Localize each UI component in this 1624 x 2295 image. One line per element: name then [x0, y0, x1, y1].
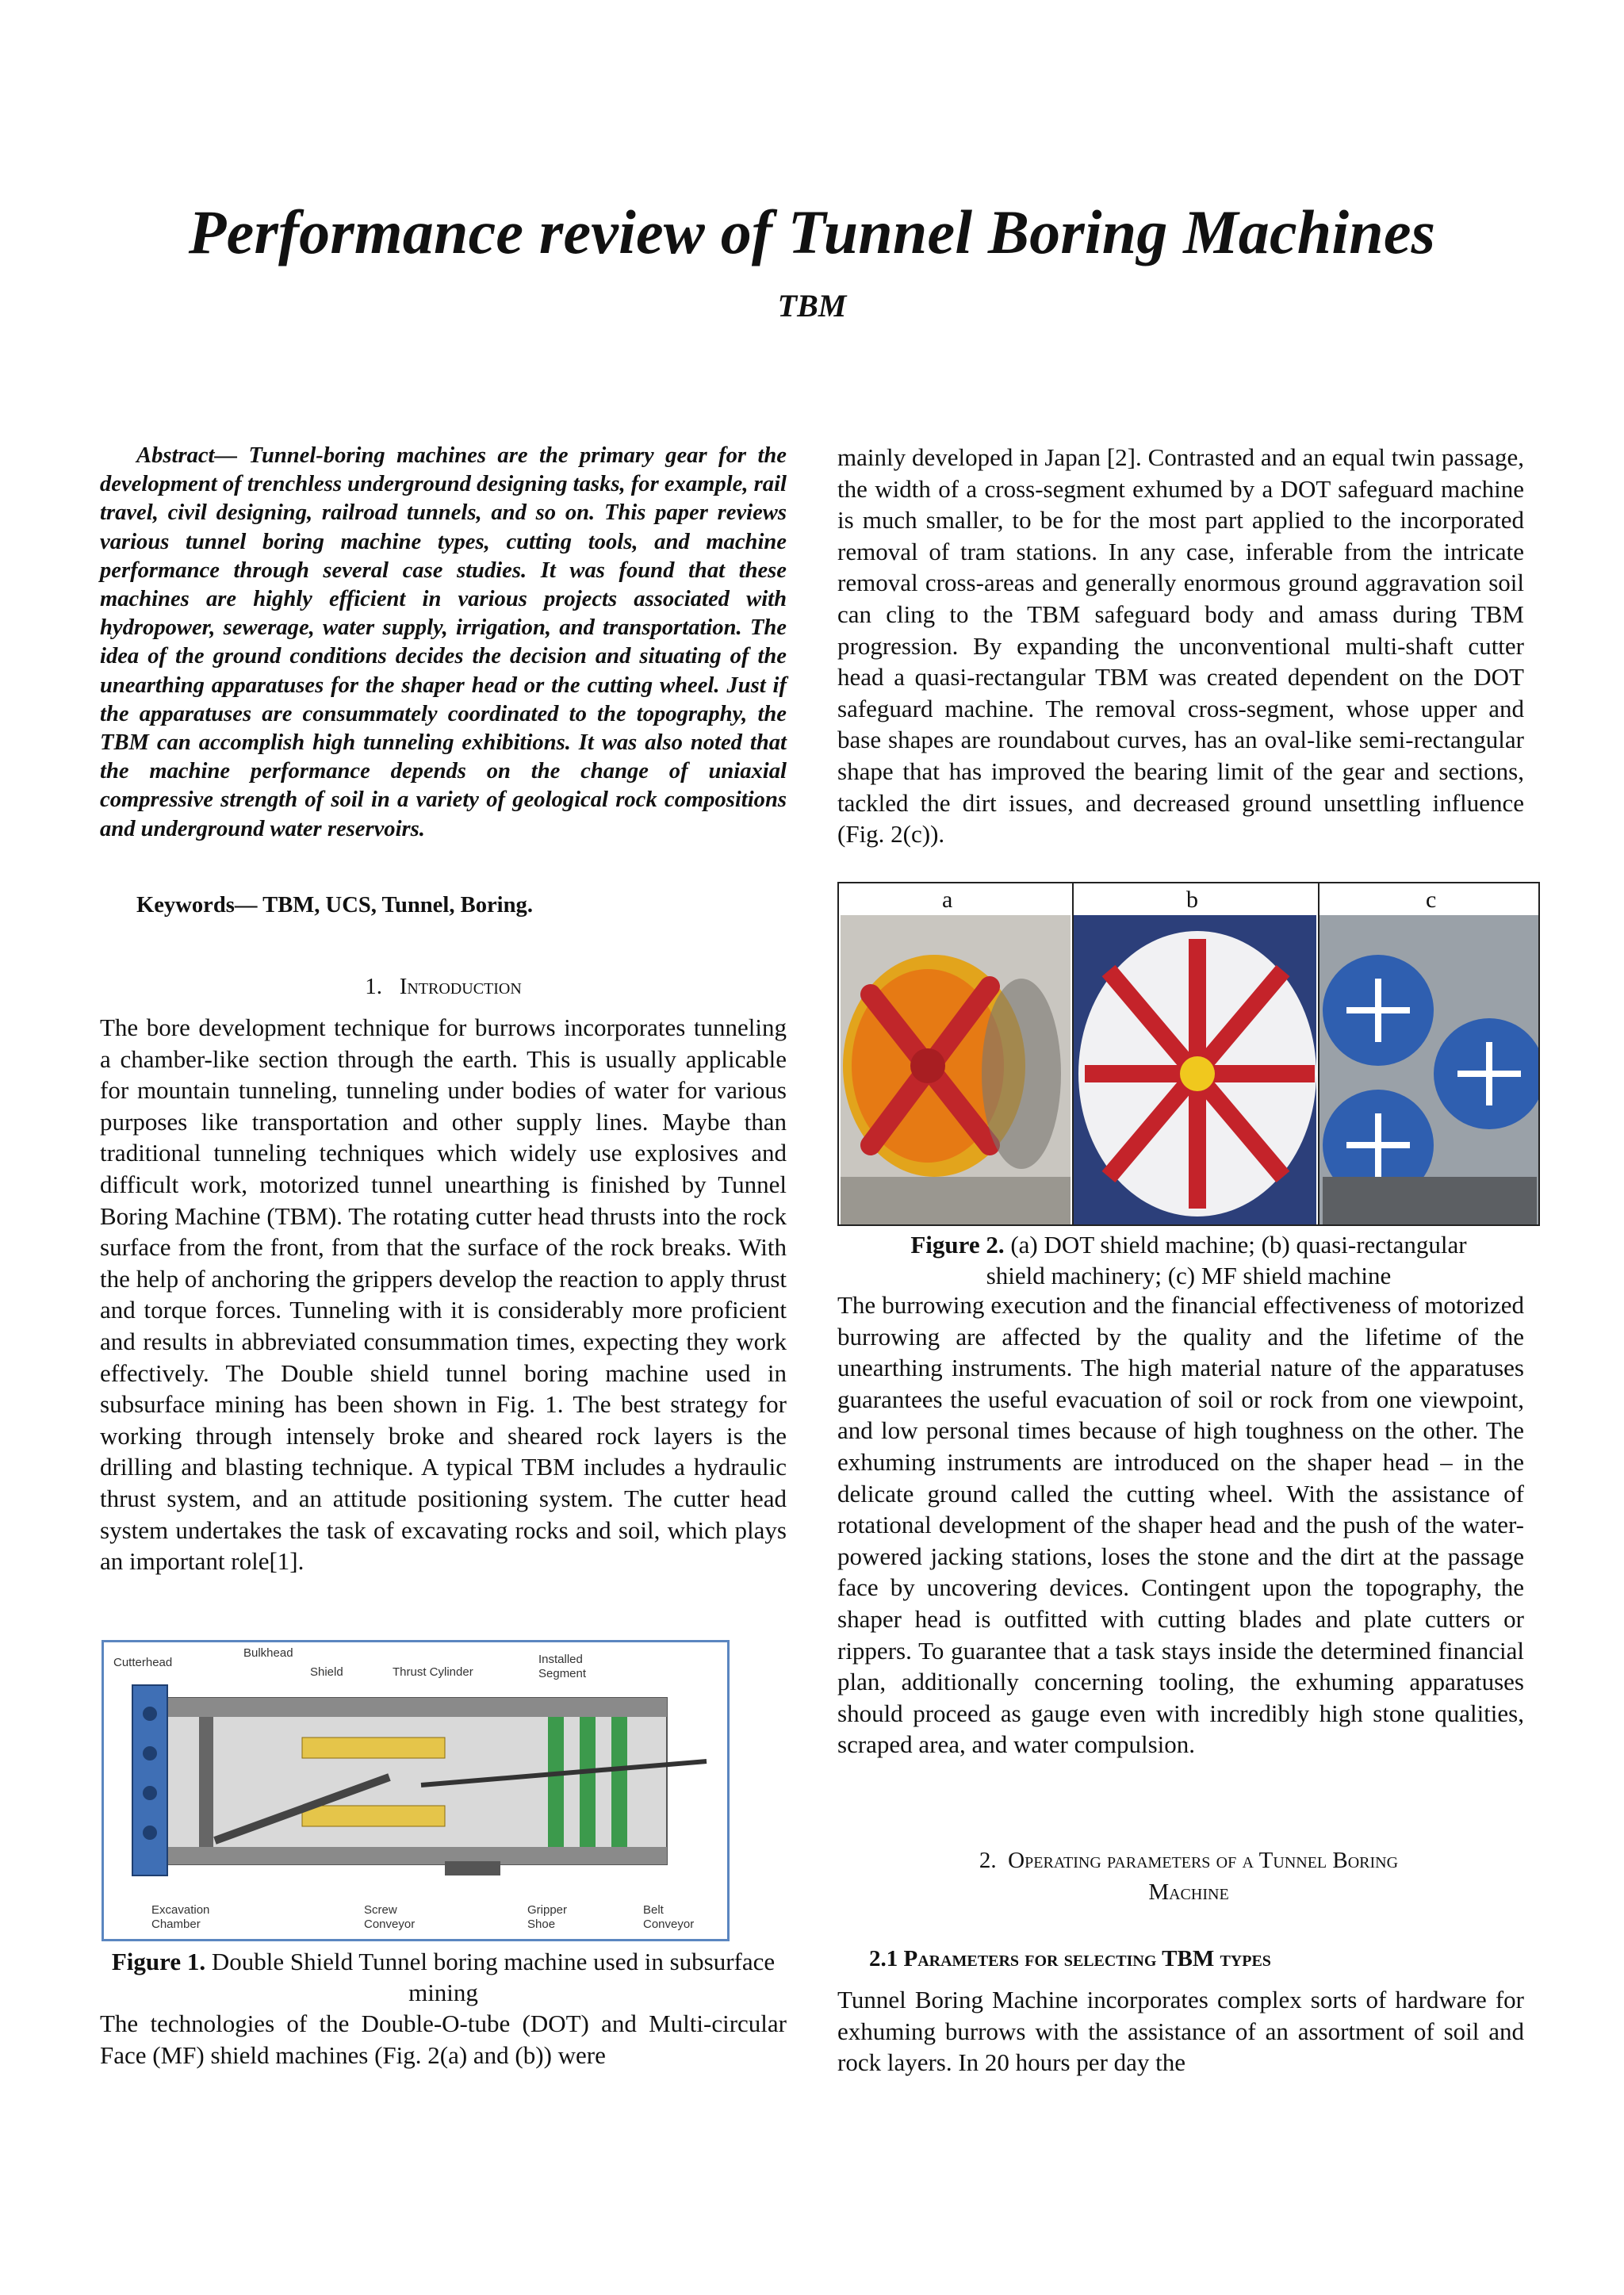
- right-paragraph-1: mainly developed in Japan [2]. Contrasted and an equal twin passage, the width of a cross-segment exhumed by a DOT safeguard machine is much smaller, to be for the most part applied to the incorporated removal of tram stations. In any case, inferable from the intricate removal cross-areas and generally enormous ground aggravation soil can cling to the TBM safeguard body and amass during TBM progression. By expanding the unconventional multi-shaft cutter head a quasi-rectangular TBM was created dependent on the DOT safeguard machine. The removal cross-segment, whose upper and base shapes are roundabout curves, has an oval-like semi-rectangular shape that has improved the bearing limit of the gear and sections, tackled the dirt issues, and decreased ground unsettling influence (Fig. 2(c)).: [837, 443, 1524, 849]
- figure-2-label-a: a: [942, 887, 953, 913]
- figure-2-caption: [837, 1229, 1540, 1291]
- label-installed: Installed: [538, 1653, 583, 1666]
- label-cutterhead: Cutterhead: [113, 1656, 173, 1669]
- right-column-bottom: [837, 1984, 1524, 2079]
- figure-1-caption-text: Double Shield Tunnel boring machine used in subsurface mining: [211, 1948, 776, 2006]
- label-shield: Shield: [310, 1665, 343, 1679]
- label-excavation: Excavation: [151, 1903, 210, 1917]
- left-column-end: [100, 2008, 787, 2071]
- label-belt-conveyor: Conveyor: [643, 1918, 695, 1931]
- label-chamber: Chamber: [151, 1918, 201, 1931]
- label-bulkhead: Bulkhead: [243, 1646, 293, 1660]
- right-column-middle: [837, 1289, 1524, 1761]
- subsection-2-1-heading: [869, 1946, 1271, 1972]
- dot-shield-photo: [841, 915, 1071, 1224]
- figure-2-caption-line-1: [837, 1229, 1540, 1260]
- label-screw: Screw: [364, 1903, 397, 1917]
- label-thrust-cylinder: Thrust Cylinder: [393, 1665, 473, 1679]
- figure-1-caption: [100, 1946, 787, 2008]
- figure-2-label-c: c: [1426, 887, 1437, 913]
- section-2-title: Operating parameters of a Tunnel Boring: [1008, 1848, 1399, 1873]
- subsection-2-1-number: 2.1: [869, 1946, 898, 1971]
- section-1-title: Introduction: [399, 974, 522, 999]
- figure-2-caption-text-2: shield machinery; (c) MF shield machine: [986, 1262, 1392, 1289]
- section-1-number: 1.: [365, 974, 382, 999]
- label-segment: Segment: [538, 1667, 587, 1680]
- paper-subtitle: TBM: [777, 288, 847, 324]
- label-shoe: Shoe: [527, 1918, 556, 1931]
- section-1-heading: [100, 974, 787, 1000]
- section-2-number: 2.: [979, 1848, 997, 1873]
- keywords: Keywords— TBM, UCS, Tunnel, Boring.: [136, 893, 533, 918]
- figure-2-image: [837, 882, 1540, 1226]
- tbm-diagram: [104, 1642, 727, 1939]
- right-paragraph-3: Tunnel Boring Machine incorporates complex sorts of hardware for exhuming burrows with the assistance of an assortment of soil and rock layers. In 20 hours per day the: [837, 1986, 1524, 2077]
- figure-2-caption-label: Figure 2.: [910, 1231, 1005, 1259]
- label-screw-conveyor: Conveyor: [364, 1918, 416, 1931]
- section-2-title-line-2: Machine: [1148, 1879, 1229, 1905]
- right-paragraph-2: The burrowing execution and the financial effectiveness of motorized burrowing are affected by the quality and the lifetime of the unearthing instruments. The high material nature of the apparatuses guarantees the useful evacuation of soil or rock from one viewpoint, and low personal times because of high toughness on the other. The exhuming instruments are introduced on the shaper head – in the delicate ground called the cutting wheel. With the assistance of rotational development of the shaper head and the push of the water-powered jacking stations, loses the stone and the dirt at the passage face by uncovering devices. Contingent upon the topography, the shaper head is outfitted with cutting blades and plate cutters or rippers. To guarantee that a task stays inside the determined financial plan, additionally concerning tooling, the exhuming apparatuses should proceed as gauge even with incredibly high stone qualities, scraped area, and water compulsion.: [837, 1291, 1524, 1759]
- figure-1-image: [102, 1640, 730, 1941]
- figure-2-caption-text-1: (a) DOT shield machine; (b) quasi-rectangular: [1010, 1231, 1467, 1259]
- subsection-2-1-title: Parameters for selecting TBM types: [903, 1946, 1271, 1971]
- quasi-rectangular-photo: [1074, 915, 1316, 1224]
- figure-2-label-b: b: [1186, 887, 1198, 913]
- section-2-heading: [837, 1845, 1540, 1908]
- right-column-top: [837, 442, 1524, 850]
- section-2-heading-line-1: [837, 1845, 1540, 1876]
- label-belt: Belt: [643, 1903, 664, 1917]
- figure-2-photos: [839, 915, 1538, 1224]
- paper-title: Performance review of Tunnel Boring Machines: [188, 197, 1436, 266]
- abstract-text: Abstract— Tunnel-boring machines are the primary gear for the development of trenchless underground designing tasks, for example, rail travel, civil designing, railroad tunnels, and so on. This paper reviews various tunnel boring machine types, cutting tools, and machine performance through several case studies. It was found that these machines are highly efficient in various projects associated with hydropower, sewerage, water supply, irrigation, and transportation. The idea of the ground conditions decides the decision and situating of the unearthing apparatuses for the shaper head or the cutting wheel. Just if the apparatuses are consummately coordinated to the topography, the TBM can accomplish high tunneling exhibitions. It was also noted that the machine performance depends on the change of uniaxial compressive strength of soil in a variety of geological rock compositions and underground water reservoirs.: [100, 443, 787, 841]
- mf-shield-photo: [1320, 915, 1538, 1224]
- intro-paragraph: The bore development technique for burrows incorporates tunneling a chamber-like section through the earth. This is usually applicable for mountain tunneling, tunneling under bodies of water for various purposes like transportation and other supply lines. Maybe than traditional tunneling techniques which widely use explosives and difficult work, motorized tunnel unearthing is finished by Tunnel Boring Machine (TBM). The rotating cutter head thrusts into the rock surface from the front, from that the surface of the rock breaks. With the help of anchoring the grippers develop the reaction to apply thrust and torque forces. Tunneling with it is considerably more proficient and results in abbreviated consummation times, expecting they work effectively. The Double shield tunnel boring machine used in subsurface mining has been shown in Fig. 1. The best strategy for working through intensely broke and sheared rock layers is the drilling and blasting technique. A typical TBM includes a hydraulic thrust system, and an attitude positioning system. The cutter head system undertakes the task of excavating rocks and soil, which plays an important role[1].: [100, 1013, 787, 1576]
- label-gripper: Gripper: [527, 1903, 568, 1917]
- figure-1-caption-label: Figure 1.: [111, 1948, 206, 1975]
- dot-mf-paragraph: The technologies of the Double-O-tube (DOT) and Multi-circular Face (MF) shield machines (Fig. 2(a) and (b)) were: [100, 2010, 787, 2069]
- left-column-body: [100, 1012, 787, 1577]
